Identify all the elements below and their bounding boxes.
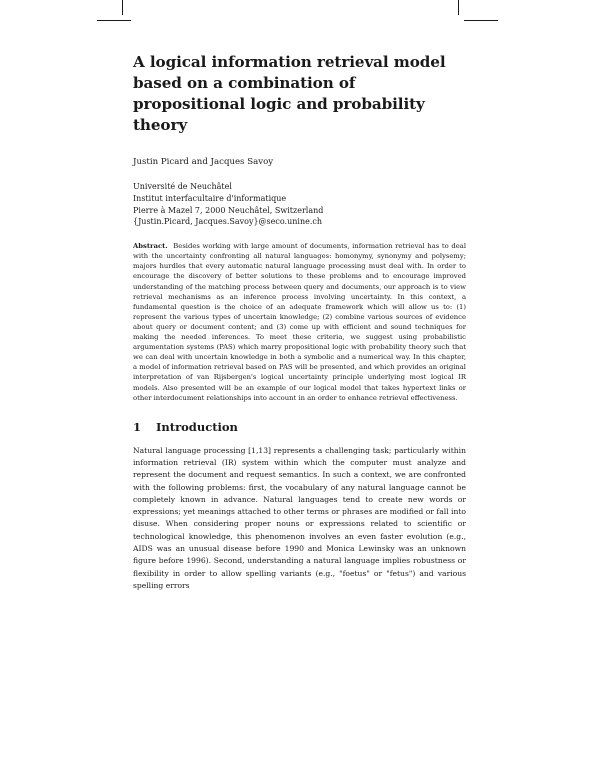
affiliation-block [133,181,466,228]
section-heading [133,420,466,434]
abstract-text: Besides working with large amount of documents, information retrieval has to deal with the uncertainty confronting all natural languages: homonymy, synonymy and polysemy; majors hurdles that every automatic natural language processing must deal with. In order to encourage the discovery of better solutions to these problems and to encourage improved understanding of the matching process between query and documents, our approach is to view retrieval mechanisms as an inference process involving uncertainty. In this context, a fundamental question is the choice of an adequate framework which will allow us to: (1) represent the various types of uncertain knowledge; (2) combine various sources of evidence about query or document content; and (3) come up with efficient and sound techniques for making the needed inferences. To meet these criteria, we suggest using probabilistic argumentation systems (PAS) which marry propositional logic with probability theory such that we can deal with uncertain knowledge in both a symbolic and a numerical way. In this chapter, a model of information retrieval based on PAS will be presented, and which provides an original interpretation of van Rijsbergen's logical uncertainty principle underlying most logical IR models. Also presented will be an example of our logical model that takes hypertext links or other interdocument relationships into account in an order to enhance retrieval effectiveness. [133,242,466,402]
section-title: Introduction [156,419,238,434]
abstract-label: Abstract. [133,242,168,251]
affiliation-university: Université de Neuchâtel [133,182,232,191]
introduction-paragraph: Natural language processing [1,13] represents a challenging task; particularly within information retrieval (IR) system within which the computer must analyze and represent the document and request semantics. In such a context, we are confronted with the following problems: first, the vocabulary of any natural language cannot be completely known in advance. Natural languages tend to create new words or expressions; yet meanings attached to other terms or phrases are modified or fall into disuse. When considering proper nouns or expressions related to scientific or technological knowledge, this phenomenon involves an even faster evolution (e.g., AIDS was an unusual disease before 1990 and Monica Lewinsky was an unknown figure before 1996). Second, understanding a natural language implies robustness or flexibility in order to allow spelling variants (e.g., "foetus" or "fetus") and various spelling errors [133,445,466,590]
paper-page [133,52,466,592]
paper-title: A logical information retrieval model based on a combination of propositional logic and probability theory [133,53,446,134]
paper-authors: Justin Picard and Jacques Savoy [133,157,274,167]
section-number: 1 [133,419,142,434]
crop-mark-left-vertical [122,0,123,15]
crop-mark-right-horizontal [464,20,498,21]
affiliation-address: Pierre à Mazel 7, 2000 Neuchâtel, Switzerland [133,205,324,215]
crop-mark-left-horizontal [97,20,131,21]
affiliation-institute: Institut interfacultaire d'informatique [133,193,287,203]
crop-mark-right-vertical [458,0,459,15]
abstract [133,241,466,403]
affiliation-email: {Justin.Picard, Jacques.Savoy}@seco.unine.ch [133,217,323,227]
